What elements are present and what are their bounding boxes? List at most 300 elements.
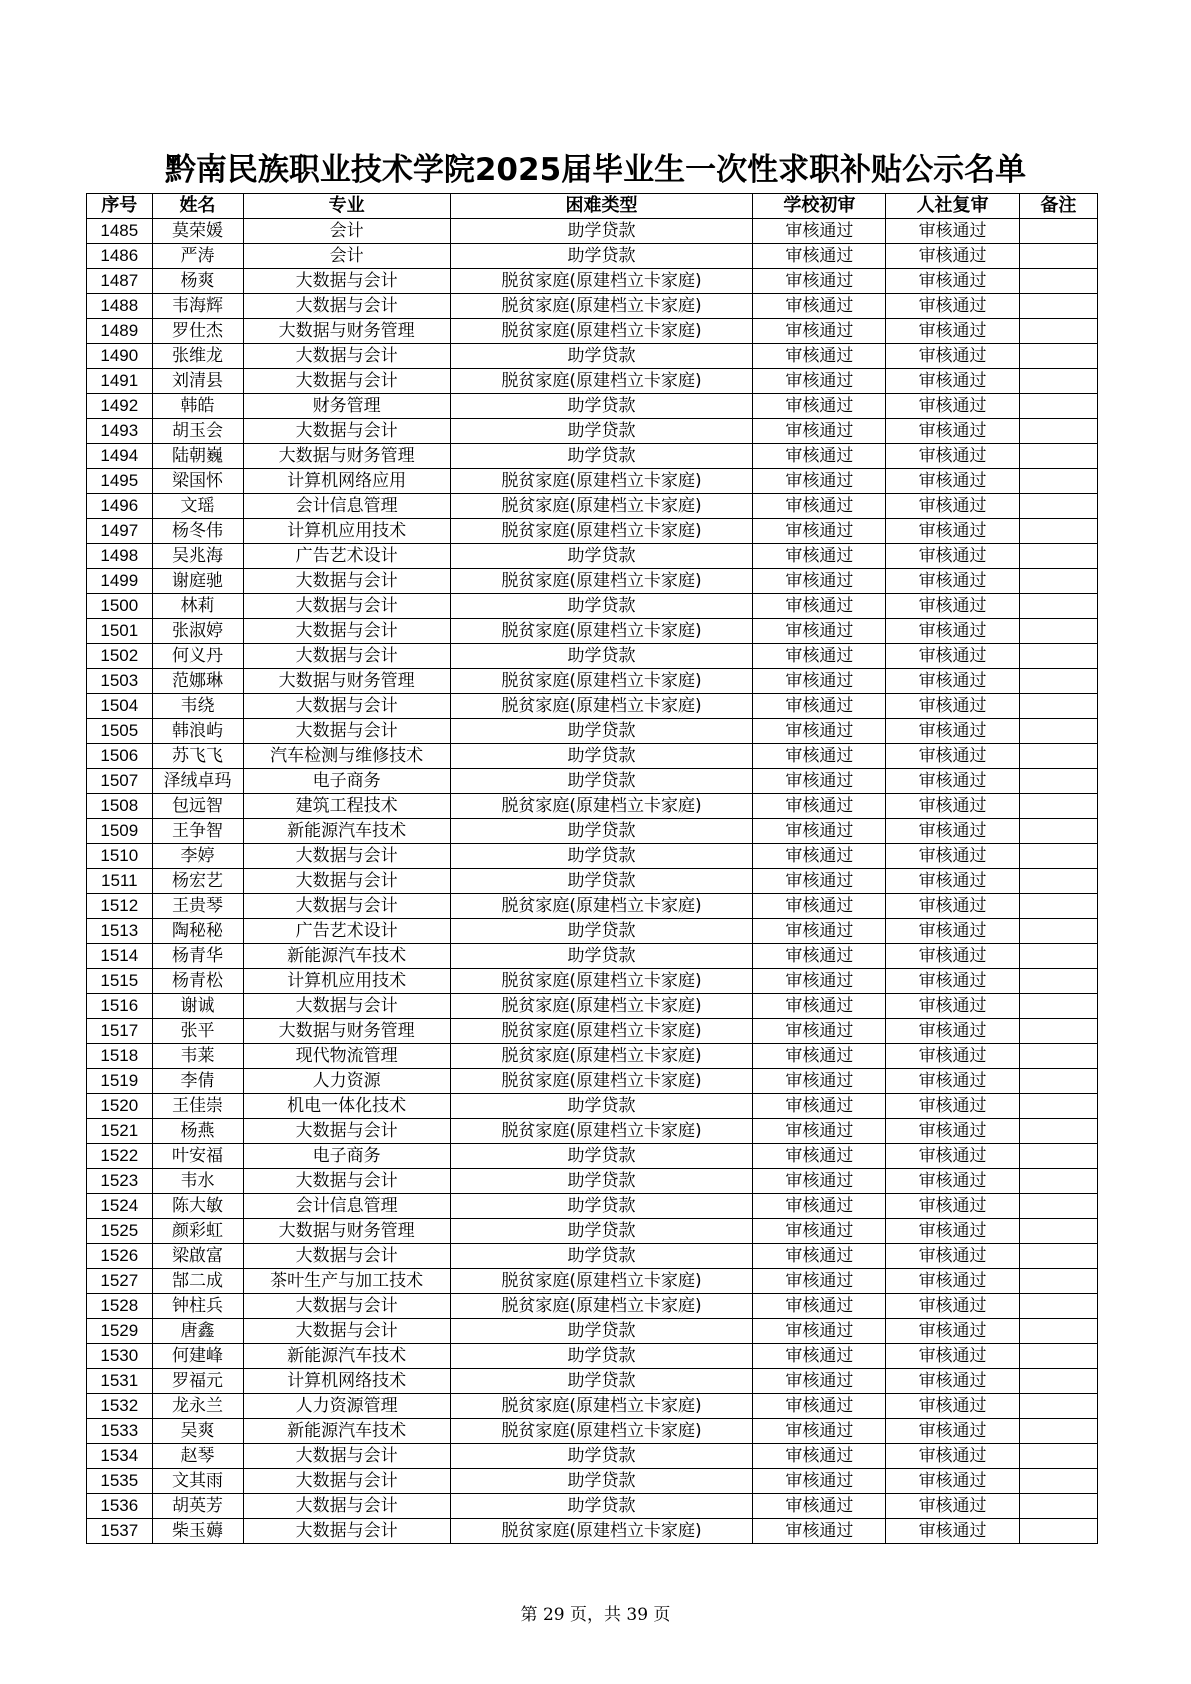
seq-cell: 1515 bbox=[87, 969, 153, 994]
seq-cell: 1496 bbox=[87, 494, 153, 519]
school-review-cell: 审核通过 bbox=[753, 544, 886, 569]
table-row bbox=[87, 544, 1098, 569]
major-cell: 大数据与财务管理 bbox=[243, 444, 450, 469]
name-cell: 陶秘秘 bbox=[152, 919, 243, 944]
hrss-review-cell: 审核通过 bbox=[886, 994, 1019, 1019]
name-cell: 吴兆海 bbox=[152, 544, 243, 569]
name-cell: 颜彩虹 bbox=[152, 1219, 243, 1244]
major-cell: 新能源汽车技术 bbox=[243, 944, 450, 969]
major-cell: 会计 bbox=[243, 244, 450, 269]
major-cell: 茶叶生产与加工技术 bbox=[243, 1269, 450, 1294]
major-cell: 现代物流管理 bbox=[243, 1044, 450, 1069]
school-review-cell: 审核通过 bbox=[753, 994, 886, 1019]
name-cell: 泽绒卓玛 bbox=[152, 769, 243, 794]
major-cell: 大数据与会计 bbox=[243, 569, 450, 594]
remarks-cell bbox=[1019, 244, 1097, 269]
school-review-cell: 审核通过 bbox=[753, 1019, 886, 1044]
remarks-cell bbox=[1019, 1344, 1097, 1369]
remarks-cell bbox=[1019, 394, 1097, 419]
school-review-cell: 审核通过 bbox=[753, 294, 886, 319]
column-header-hardship-type: 困难类型 bbox=[450, 194, 752, 219]
table-row bbox=[87, 594, 1098, 619]
hardship-type-cell: 脱贫家庭(原建档立卡家庭) bbox=[450, 969, 752, 994]
hardship-type-cell: 脱贫家庭(原建档立卡家庭) bbox=[450, 1269, 752, 1294]
table-row bbox=[87, 1494, 1098, 1519]
hardship-type-cell: 脱贫家庭(原建档立卡家庭) bbox=[450, 1019, 752, 1044]
hardship-type-cell: 助学贷款 bbox=[450, 1344, 752, 1369]
school-review-cell: 审核通过 bbox=[753, 619, 886, 644]
seq-cell: 1530 bbox=[87, 1344, 153, 1369]
hrss-review-cell: 审核通过 bbox=[886, 1294, 1019, 1319]
hrss-review-cell: 审核通过 bbox=[886, 769, 1019, 794]
remarks-cell bbox=[1019, 494, 1097, 519]
name-cell: 刘清县 bbox=[152, 369, 243, 394]
remarks-cell bbox=[1019, 269, 1097, 294]
hardship-type-cell: 助学贷款 bbox=[450, 1469, 752, 1494]
hrss-review-cell: 审核通过 bbox=[886, 469, 1019, 494]
table-row bbox=[87, 1169, 1098, 1194]
seq-cell: 1535 bbox=[87, 1469, 153, 1494]
school-review-cell: 审核通过 bbox=[753, 644, 886, 669]
hardship-type-cell: 脱贫家庭(原建档立卡家庭) bbox=[450, 319, 752, 344]
hrss-review-cell: 审核通过 bbox=[886, 694, 1019, 719]
name-cell: 林莉 bbox=[152, 594, 243, 619]
major-cell: 大数据与会计 bbox=[243, 994, 450, 1019]
table-row bbox=[87, 1219, 1098, 1244]
hardship-type-cell: 脱贫家庭(原建档立卡家庭) bbox=[450, 494, 752, 519]
name-cell: 杨宏艺 bbox=[152, 869, 243, 894]
hardship-type-cell: 脱贫家庭(原建档立卡家庭) bbox=[450, 894, 752, 919]
hrss-review-cell: 审核通过 bbox=[886, 844, 1019, 869]
seq-cell: 1521 bbox=[87, 1119, 153, 1144]
name-cell: 罗仕杰 bbox=[152, 319, 243, 344]
school-review-cell: 审核通过 bbox=[753, 944, 886, 969]
school-review-cell: 审核通过 bbox=[753, 369, 886, 394]
hardship-type-cell: 脱贫家庭(原建档立卡家庭) bbox=[450, 1069, 752, 1094]
seq-cell: 1499 bbox=[87, 569, 153, 594]
hardship-type-cell: 助学贷款 bbox=[450, 244, 752, 269]
name-cell: 张维龙 bbox=[152, 344, 243, 369]
major-cell: 机电一体化技术 bbox=[243, 1094, 450, 1119]
school-review-cell: 审核通过 bbox=[753, 319, 886, 344]
table-row bbox=[87, 469, 1098, 494]
seq-cell: 1498 bbox=[87, 544, 153, 569]
school-review-cell: 审核通过 bbox=[753, 444, 886, 469]
hardship-type-cell: 助学贷款 bbox=[450, 594, 752, 619]
major-cell: 大数据与会计 bbox=[243, 1469, 450, 1494]
remarks-cell bbox=[1019, 669, 1097, 694]
hrss-review-cell: 审核通过 bbox=[886, 1019, 1019, 1044]
table-row bbox=[87, 1394, 1098, 1419]
table-row bbox=[87, 319, 1098, 344]
table-row bbox=[87, 1469, 1098, 1494]
hardship-type-cell: 助学贷款 bbox=[450, 544, 752, 569]
major-cell: 会计信息管理 bbox=[243, 494, 450, 519]
school-review-cell: 审核通过 bbox=[753, 344, 886, 369]
hardship-type-cell: 助学贷款 bbox=[450, 769, 752, 794]
seq-cell: 1492 bbox=[87, 394, 153, 419]
school-review-cell: 审核通过 bbox=[753, 1419, 886, 1444]
major-cell: 电子商务 bbox=[243, 769, 450, 794]
hardship-type-cell: 脱贫家庭(原建档立卡家庭) bbox=[450, 794, 752, 819]
table-row bbox=[87, 1519, 1098, 1544]
school-review-cell: 审核通过 bbox=[753, 1144, 886, 1169]
column-header-school-review: 学校初审 bbox=[753, 194, 886, 219]
seq-cell: 1486 bbox=[87, 244, 153, 269]
name-cell: 韦绕 bbox=[152, 694, 243, 719]
seq-cell: 1528 bbox=[87, 1294, 153, 1319]
seq-cell: 1485 bbox=[87, 219, 153, 244]
hrss-review-cell: 审核通过 bbox=[886, 1319, 1019, 1344]
table-row bbox=[87, 1044, 1098, 1069]
table-row bbox=[87, 619, 1098, 644]
name-cell: 包远智 bbox=[152, 794, 243, 819]
remarks-cell bbox=[1019, 594, 1097, 619]
remarks-cell bbox=[1019, 1294, 1097, 1319]
hrss-review-cell: 审核通过 bbox=[886, 1144, 1019, 1169]
name-cell: 陈大敏 bbox=[152, 1194, 243, 1219]
column-header-major: 专业 bbox=[243, 194, 450, 219]
school-review-cell: 审核通过 bbox=[753, 419, 886, 444]
seq-cell: 1507 bbox=[87, 769, 153, 794]
seq-cell: 1529 bbox=[87, 1319, 153, 1344]
remarks-cell bbox=[1019, 1494, 1097, 1519]
table-row bbox=[87, 1294, 1098, 1319]
name-cell: 杨青松 bbox=[152, 969, 243, 994]
name-cell: 龙永兰 bbox=[152, 1394, 243, 1419]
seq-cell: 1513 bbox=[87, 919, 153, 944]
seq-cell: 1487 bbox=[87, 269, 153, 294]
hardship-type-cell: 助学贷款 bbox=[450, 844, 752, 869]
seq-cell: 1519 bbox=[87, 1069, 153, 1094]
seq-cell: 1490 bbox=[87, 344, 153, 369]
table-row bbox=[87, 1444, 1098, 1469]
remarks-cell bbox=[1019, 819, 1097, 844]
school-review-cell: 审核通过 bbox=[753, 1169, 886, 1194]
major-cell: 人力资源管理 bbox=[243, 1394, 450, 1419]
school-review-cell: 审核通过 bbox=[753, 394, 886, 419]
name-cell: 胡英芳 bbox=[152, 1494, 243, 1519]
table-row bbox=[87, 519, 1098, 544]
name-cell: 胡玉会 bbox=[152, 419, 243, 444]
major-cell: 广告艺术设计 bbox=[243, 544, 450, 569]
name-cell: 韦水 bbox=[152, 1169, 243, 1194]
hrss-review-cell: 审核通过 bbox=[886, 1219, 1019, 1244]
school-review-cell: 审核通过 bbox=[753, 1244, 886, 1269]
name-cell: 张平 bbox=[152, 1019, 243, 1044]
name-cell: 钟柱兵 bbox=[152, 1294, 243, 1319]
remarks-cell bbox=[1019, 1219, 1097, 1244]
seq-cell: 1536 bbox=[87, 1494, 153, 1519]
table-row bbox=[87, 1369, 1098, 1394]
hrss-review-cell: 审核通过 bbox=[886, 869, 1019, 894]
seq-cell: 1504 bbox=[87, 694, 153, 719]
hardship-type-cell: 助学贷款 bbox=[450, 944, 752, 969]
hrss-review-cell: 审核通过 bbox=[886, 719, 1019, 744]
major-cell: 大数据与会计 bbox=[243, 419, 450, 444]
remarks-cell bbox=[1019, 1519, 1097, 1544]
table-row bbox=[87, 494, 1098, 519]
table-row bbox=[87, 919, 1098, 944]
seq-cell: 1527 bbox=[87, 1269, 153, 1294]
seq-cell: 1532 bbox=[87, 1394, 153, 1419]
hrss-review-cell: 审核通过 bbox=[886, 1044, 1019, 1069]
table-row bbox=[87, 569, 1098, 594]
name-cell: 唐鑫 bbox=[152, 1319, 243, 1344]
remarks-cell bbox=[1019, 519, 1097, 544]
remarks-cell bbox=[1019, 344, 1097, 369]
remarks-cell bbox=[1019, 869, 1097, 894]
hrss-review-cell: 审核通过 bbox=[886, 544, 1019, 569]
name-cell: 张淑婷 bbox=[152, 619, 243, 644]
major-cell: 计算机应用技术 bbox=[243, 969, 450, 994]
name-cell: 严涛 bbox=[152, 244, 243, 269]
seq-cell: 1514 bbox=[87, 944, 153, 969]
name-cell: 韩浪屿 bbox=[152, 719, 243, 744]
school-review-cell: 审核通过 bbox=[753, 494, 886, 519]
major-cell: 大数据与会计 bbox=[243, 594, 450, 619]
remarks-cell bbox=[1019, 319, 1097, 344]
name-cell: 梁国怀 bbox=[152, 469, 243, 494]
school-review-cell: 审核通过 bbox=[753, 794, 886, 819]
hrss-review-cell: 审核通过 bbox=[886, 1194, 1019, 1219]
table-row bbox=[87, 219, 1098, 244]
seq-cell: 1493 bbox=[87, 419, 153, 444]
remarks-cell bbox=[1019, 1194, 1097, 1219]
name-cell: 王贵琴 bbox=[152, 894, 243, 919]
major-cell: 广告艺术设计 bbox=[243, 919, 450, 944]
header-row bbox=[87, 194, 1098, 219]
hrss-review-cell: 审核通过 bbox=[886, 319, 1019, 344]
name-cell: 韩皓 bbox=[152, 394, 243, 419]
hrss-review-cell: 审核通过 bbox=[886, 1494, 1019, 1519]
school-review-cell: 审核通过 bbox=[753, 1094, 886, 1119]
hrss-review-cell: 审核通过 bbox=[886, 1419, 1019, 1444]
hardship-type-cell: 脱贫家庭(原建档立卡家庭) bbox=[450, 1294, 752, 1319]
seq-cell: 1503 bbox=[87, 669, 153, 694]
major-cell: 大数据与会计 bbox=[243, 894, 450, 919]
table-row bbox=[87, 1319, 1098, 1344]
hardship-type-cell: 脱贫家庭(原建档立卡家庭) bbox=[450, 294, 752, 319]
seq-cell: 1517 bbox=[87, 1019, 153, 1044]
school-review-cell: 审核通过 bbox=[753, 219, 886, 244]
major-cell: 大数据与财务管理 bbox=[243, 1019, 450, 1044]
major-cell: 计算机应用技术 bbox=[243, 519, 450, 544]
name-cell: 莫荣媛 bbox=[152, 219, 243, 244]
hardship-type-cell: 助学贷款 bbox=[450, 744, 752, 769]
hrss-review-cell: 审核通过 bbox=[886, 1269, 1019, 1294]
name-cell: 罗福元 bbox=[152, 1369, 243, 1394]
major-cell: 大数据与财务管理 bbox=[243, 1219, 450, 1244]
hardship-type-cell: 助学贷款 bbox=[450, 1169, 752, 1194]
school-review-cell: 审核通过 bbox=[753, 1394, 886, 1419]
table-row bbox=[87, 669, 1098, 694]
hardship-type-cell: 助学贷款 bbox=[450, 1244, 752, 1269]
hrss-review-cell: 审核通过 bbox=[886, 669, 1019, 694]
major-cell: 大数据与会计 bbox=[243, 1119, 450, 1144]
seq-cell: 1506 bbox=[87, 744, 153, 769]
seq-cell: 1510 bbox=[87, 844, 153, 869]
school-review-cell: 审核通过 bbox=[753, 869, 886, 894]
name-cell: 杨燕 bbox=[152, 1119, 243, 1144]
name-cell: 杨冬伟 bbox=[152, 519, 243, 544]
remarks-cell bbox=[1019, 1469, 1097, 1494]
name-cell: 郜二成 bbox=[152, 1269, 243, 1294]
hrss-review-cell: 审核通过 bbox=[886, 244, 1019, 269]
hardship-type-cell: 脱贫家庭(原建档立卡家庭) bbox=[450, 1419, 752, 1444]
remarks-cell bbox=[1019, 644, 1097, 669]
name-cell: 王佳崇 bbox=[152, 1094, 243, 1119]
applicant-table bbox=[86, 193, 1098, 1544]
hardship-type-cell: 助学贷款 bbox=[450, 444, 752, 469]
major-cell: 大数据与会计 bbox=[243, 369, 450, 394]
school-review-cell: 审核通过 bbox=[753, 744, 886, 769]
hrss-review-cell: 审核通过 bbox=[886, 519, 1019, 544]
seq-cell: 1491 bbox=[87, 369, 153, 394]
seq-cell: 1512 bbox=[87, 894, 153, 919]
major-cell: 大数据与会计 bbox=[243, 619, 450, 644]
major-cell: 会计 bbox=[243, 219, 450, 244]
school-review-cell: 审核通过 bbox=[753, 719, 886, 744]
remarks-cell bbox=[1019, 294, 1097, 319]
hrss-review-cell: 审核通过 bbox=[886, 269, 1019, 294]
seq-cell: 1531 bbox=[87, 1369, 153, 1394]
school-review-cell: 审核通过 bbox=[753, 969, 886, 994]
major-cell: 新能源汽车技术 bbox=[243, 1344, 450, 1369]
school-review-cell: 审核通过 bbox=[753, 469, 886, 494]
name-cell: 吴爽 bbox=[152, 1419, 243, 1444]
name-cell: 杨青华 bbox=[152, 944, 243, 969]
hardship-type-cell: 助学贷款 bbox=[450, 419, 752, 444]
hrss-review-cell: 审核通过 bbox=[886, 594, 1019, 619]
major-cell: 人力资源 bbox=[243, 1069, 450, 1094]
major-cell: 大数据与会计 bbox=[243, 1244, 450, 1269]
hardship-type-cell: 助学贷款 bbox=[450, 1444, 752, 1469]
table-row bbox=[87, 994, 1098, 1019]
hrss-review-cell: 审核通过 bbox=[886, 1369, 1019, 1394]
school-review-cell: 审核通过 bbox=[753, 1219, 886, 1244]
hardship-type-cell: 脱贫家庭(原建档立卡家庭) bbox=[450, 694, 752, 719]
major-cell: 大数据与会计 bbox=[243, 1294, 450, 1319]
table-row bbox=[87, 819, 1098, 844]
major-cell: 大数据与财务管理 bbox=[243, 669, 450, 694]
remarks-cell bbox=[1019, 794, 1097, 819]
major-cell: 大数据与会计 bbox=[243, 1169, 450, 1194]
table-row bbox=[87, 1119, 1098, 1144]
school-review-cell: 审核通过 bbox=[753, 1494, 886, 1519]
hardship-type-cell: 脱贫家庭(原建档立卡家庭) bbox=[450, 1394, 752, 1419]
name-cell: 赵琴 bbox=[152, 1444, 243, 1469]
hrss-review-cell: 审核通过 bbox=[886, 394, 1019, 419]
hrss-review-cell: 审核通过 bbox=[886, 1444, 1019, 1469]
hrss-review-cell: 审核通过 bbox=[886, 644, 1019, 669]
table-row bbox=[87, 1094, 1098, 1119]
table-row bbox=[87, 1069, 1098, 1094]
name-cell: 文瑶 bbox=[152, 494, 243, 519]
remarks-cell bbox=[1019, 1044, 1097, 1069]
hardship-type-cell: 助学贷款 bbox=[450, 1219, 752, 1244]
hrss-review-cell: 审核通过 bbox=[886, 419, 1019, 444]
school-review-cell: 审核通过 bbox=[753, 1119, 886, 1144]
hrss-review-cell: 审核通过 bbox=[886, 344, 1019, 369]
seq-cell: 1525 bbox=[87, 1219, 153, 1244]
hardship-type-cell: 脱贫家庭(原建档立卡家庭) bbox=[450, 619, 752, 644]
hardship-type-cell: 助学贷款 bbox=[450, 1144, 752, 1169]
table-row bbox=[87, 1419, 1098, 1444]
seq-cell: 1497 bbox=[87, 519, 153, 544]
table-row bbox=[87, 1144, 1098, 1169]
school-review-cell: 审核通过 bbox=[753, 594, 886, 619]
column-header-name: 姓名 bbox=[152, 194, 243, 219]
seq-cell: 1508 bbox=[87, 794, 153, 819]
major-cell: 大数据与财务管理 bbox=[243, 319, 450, 344]
table-row bbox=[87, 769, 1098, 794]
name-cell: 文其雨 bbox=[152, 1469, 243, 1494]
hrss-review-cell: 审核通过 bbox=[886, 1119, 1019, 1144]
table-row bbox=[87, 894, 1098, 919]
table-row bbox=[87, 369, 1098, 394]
column-header-seq: 序号 bbox=[87, 194, 153, 219]
table-row bbox=[87, 294, 1098, 319]
name-cell: 梁啟富 bbox=[152, 1244, 243, 1269]
school-review-cell: 审核通过 bbox=[753, 1319, 886, 1344]
hardship-type-cell: 脱贫家庭(原建档立卡家庭) bbox=[450, 1119, 752, 1144]
hardship-type-cell: 脱贫家庭(原建档立卡家庭) bbox=[450, 994, 752, 1019]
hrss-review-cell: 审核通过 bbox=[886, 1094, 1019, 1119]
name-cell: 韦莱 bbox=[152, 1044, 243, 1069]
hrss-review-cell: 审核通过 bbox=[886, 1469, 1019, 1494]
school-review-cell: 审核通过 bbox=[753, 1044, 886, 1069]
hrss-review-cell: 审核通过 bbox=[886, 619, 1019, 644]
seq-cell: 1520 bbox=[87, 1094, 153, 1119]
hardship-type-cell: 脱贫家庭(原建档立卡家庭) bbox=[450, 369, 752, 394]
page-title: 黔南民族职业技术学院2025届毕业生一次性求职补贴公示名单 bbox=[164, 152, 1027, 188]
table-row bbox=[87, 419, 1098, 444]
hardship-type-cell: 助学贷款 bbox=[450, 394, 752, 419]
school-review-cell: 审核通过 bbox=[753, 894, 886, 919]
seq-cell: 1488 bbox=[87, 294, 153, 319]
table-body bbox=[87, 219, 1098, 1544]
remarks-cell bbox=[1019, 1269, 1097, 1294]
name-cell: 何义丹 bbox=[152, 644, 243, 669]
hardship-type-cell: 助学贷款 bbox=[450, 869, 752, 894]
table-row bbox=[87, 869, 1098, 894]
name-cell: 谢诚 bbox=[152, 994, 243, 1019]
school-review-cell: 审核通过 bbox=[753, 1469, 886, 1494]
seq-cell: 1534 bbox=[87, 1444, 153, 1469]
remarks-cell bbox=[1019, 694, 1097, 719]
school-review-cell: 审核通过 bbox=[753, 819, 886, 844]
hardship-type-cell: 助学贷款 bbox=[450, 819, 752, 844]
table-row bbox=[87, 794, 1098, 819]
school-review-cell: 审核通过 bbox=[753, 519, 886, 544]
seq-cell: 1523 bbox=[87, 1169, 153, 1194]
hrss-review-cell: 审核通过 bbox=[886, 1394, 1019, 1419]
hardship-type-cell: 脱贫家庭(原建档立卡家庭) bbox=[450, 469, 752, 494]
hardship-type-cell: 脱贫家庭(原建档立卡家庭) bbox=[450, 669, 752, 694]
seq-cell: 1495 bbox=[87, 469, 153, 494]
name-cell: 柴玉薅 bbox=[152, 1519, 243, 1544]
name-cell: 谢庭驰 bbox=[152, 569, 243, 594]
school-review-cell: 审核通过 bbox=[753, 694, 886, 719]
major-cell: 大数据与会计 bbox=[243, 1494, 450, 1519]
name-cell: 何建峰 bbox=[152, 1344, 243, 1369]
seq-cell: 1502 bbox=[87, 644, 153, 669]
remarks-cell bbox=[1019, 569, 1097, 594]
school-review-cell: 审核通过 bbox=[753, 919, 886, 944]
hardship-type-cell: 脱贫家庭(原建档立卡家庭) bbox=[450, 269, 752, 294]
hrss-review-cell: 审核通过 bbox=[886, 219, 1019, 244]
